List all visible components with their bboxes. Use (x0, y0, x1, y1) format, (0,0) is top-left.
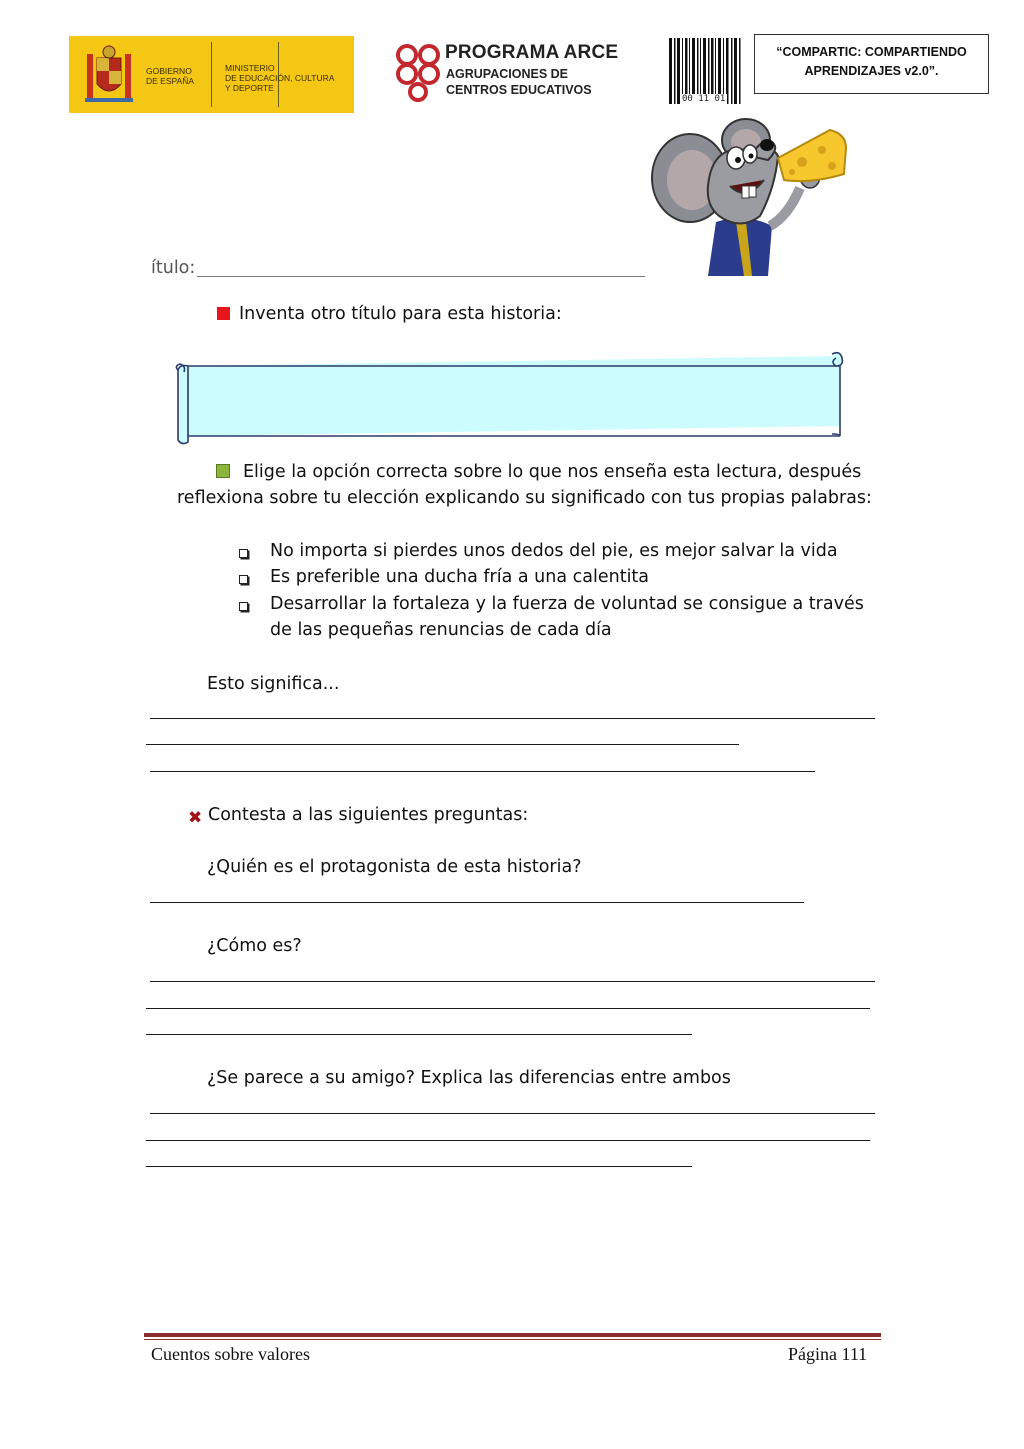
answer-line[interactable] (150, 902, 804, 903)
answer-line[interactable] (146, 1034, 692, 1035)
gobierno-espana-logo (69, 36, 354, 113)
option-text-3: Desarrollar la fortaleza y la fuerza de voluntad se consigue a través (270, 594, 864, 614)
footer-rule-thin (144, 1339, 881, 1340)
answer-line[interactable] (150, 718, 875, 719)
titulo-label: ítulo: (151, 258, 196, 278)
answer-line[interactable] (150, 1113, 875, 1114)
barcode-number: 00 11 01 (682, 94, 726, 104)
titulo-answer-line[interactable] (197, 276, 645, 277)
answer-line[interactable] (150, 771, 815, 772)
option-checkbox-1[interactable] (239, 549, 248, 558)
answer-line[interactable] (146, 744, 739, 745)
coat-of-arms-icon (83, 44, 135, 106)
arce-title: PROGRAMA ARCE (445, 42, 619, 63)
question-3: ¿Se parece a su amigo? Explica las diferencias entre ambos (207, 1068, 731, 1088)
section2-instruction-line1: Elige la opción correcta sobre lo que nos enseña esta lectura, después (243, 462, 862, 482)
answer-line[interactable] (146, 1008, 870, 1009)
option-checkbox-2[interactable] (239, 575, 248, 584)
meaning-label: Esto significa... (207, 674, 340, 694)
question-2: ¿Cómo es? (207, 936, 302, 956)
red-square-bullet-icon (217, 307, 230, 320)
section1-instruction: Inventa otro título para esta historia: (239, 304, 562, 324)
section3-instruction: Contesta a las siguientes preguntas: (208, 805, 529, 825)
compartic-box (754, 34, 989, 94)
option-text-1: No importa si pierdes unos dedos del pie, es mejor salvar la vida (270, 541, 838, 561)
ministry-text: MINISTERIO DE EDUCACIÓN, CULTURA Y DEPORTE (225, 63, 335, 93)
footer-book-title: Cuentos sobre valores (151, 1344, 310, 1364)
compartic-line1: “COMPARTIC: COMPARTIENDO (776, 45, 967, 59)
mouse-with-cheese-illustration (650, 118, 850, 276)
arce-subtitle-line1: AGRUPACIONES DE (446, 67, 569, 81)
compartic-line2: APRENDIZAJES v2.0”. (804, 64, 939, 78)
green-square-bullet-icon (216, 464, 230, 478)
arce-logo-icon (396, 44, 440, 102)
option-checkbox-3[interactable] (239, 602, 248, 611)
title-scroll-input[interactable] (172, 348, 848, 448)
footer-page-number: Página 111 (788, 1344, 868, 1364)
arce-subtitle (446, 66, 592, 98)
section2-instruction-line2: reflexiona sobre tu elección explicando su significado con tus propias palabras: (177, 488, 872, 508)
answer-line[interactable] (146, 1140, 870, 1141)
gov-left-text: GOBIERNO DE ESPAÑA (146, 66, 195, 86)
answer-line[interactable] (150, 981, 875, 982)
question-1: ¿Quién es el protagonista de esta historia? (207, 857, 582, 877)
option-text-2: Es preferible una ducha fría a una calentita (270, 567, 650, 587)
footer-rule (144, 1333, 881, 1337)
option-text-3-cont: de las pequeñas renuncias de cada día (270, 620, 612, 640)
arce-subtitle-line2: CENTROS EDUCATIVOS (446, 83, 592, 97)
answer-line[interactable] (146, 1166, 692, 1167)
x-mark-bullet-icon: ✖ (188, 808, 203, 828)
